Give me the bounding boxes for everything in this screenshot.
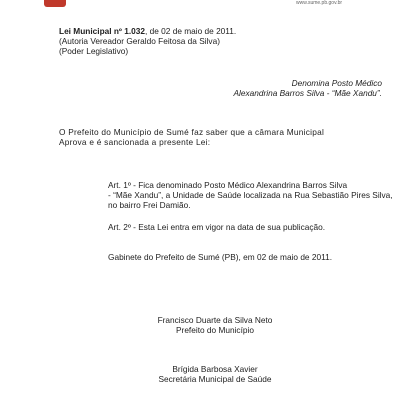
article-2 bbox=[108, 222, 393, 232]
signer-name: Brígida Barbosa Xavier bbox=[172, 364, 258, 374]
law-number: Lei Municipal nº 1.032 bbox=[59, 26, 146, 36]
article-1-line-1: Art. 1º - Fica denominado Posto Médico Alexandrina Barros Silva bbox=[108, 180, 348, 190]
law-date: , de 02 de maio de 2011. bbox=[145, 26, 237, 36]
ementa-line-1: Denomina Posto Médico bbox=[291, 78, 382, 88]
law-header bbox=[59, 26, 236, 57]
gabinete-date-line: Gabinete do Prefeito de Sumé (PB), em 02 de maio de 2011. bbox=[108, 252, 332, 262]
municipal-logo bbox=[44, 0, 66, 7]
ementa bbox=[222, 78, 382, 98]
law-authorship: (Autoria Vereador Geraldo Feitosa da Silva) bbox=[59, 36, 220, 47]
preamble-line-2: Aprova e é sancionada a presente Lei: bbox=[59, 137, 211, 148]
site-url: www.sume.pb.gov.br bbox=[296, 0, 343, 6]
signer-role: Prefeito do Município bbox=[176, 325, 254, 336]
article-1-line-3: no bairro Frei Damião. bbox=[108, 200, 191, 211]
article-1-line-2: - “Mãe Xandu”, a Unidade de Saúde localizada na Rua Sebastião Pires Silva, bbox=[108, 190, 393, 201]
signature-secretary bbox=[100, 364, 330, 384]
preamble bbox=[59, 127, 374, 147]
signer-role: Secretária Municipal de Saúde bbox=[158, 374, 272, 385]
preamble-line-1: O Prefeito do Município de Sumé faz saber que a câmara Municipal bbox=[59, 127, 325, 137]
law-branch: (Poder Legislativo) bbox=[59, 46, 129, 57]
law-title bbox=[59, 26, 236, 36]
signer-name: Francisco Duarte da Silva Neto bbox=[157, 315, 273, 325]
signature-mayor bbox=[100, 315, 330, 335]
article-1 bbox=[108, 180, 393, 211]
ementa-line-2: Alexandrina Barros Silva - “Mãe Xandu”. bbox=[233, 88, 382, 99]
article-2-line-1: Art. 2º - Esta Lei entra em vigor na data de sua publicação. bbox=[108, 222, 326, 232]
